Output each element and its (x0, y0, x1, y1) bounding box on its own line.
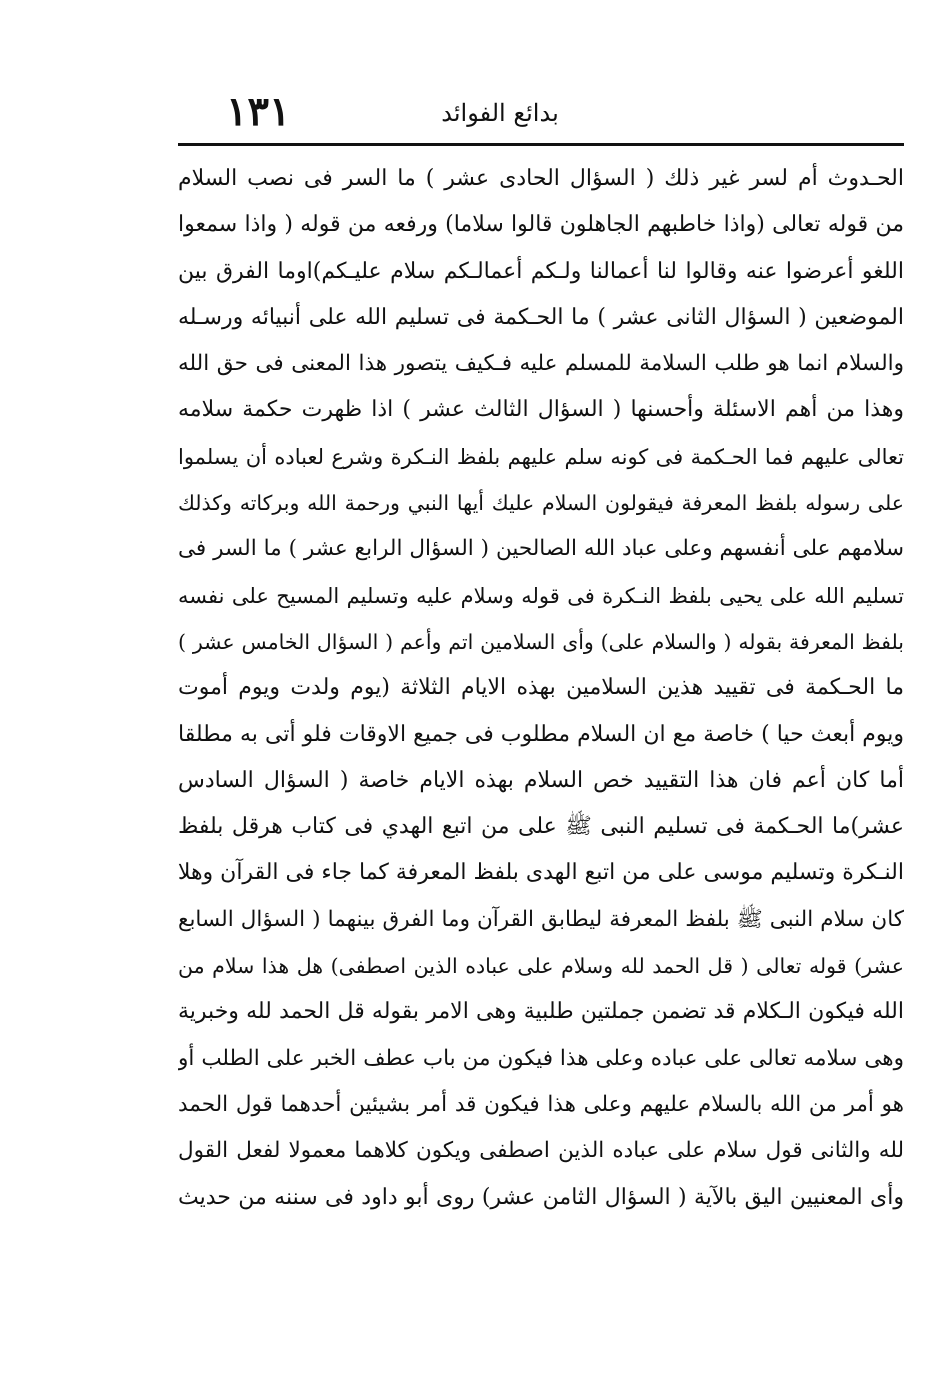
text-line: بلفظ المعرفة بقوله ( والسلام على) وأى السلامين اتم وأعم ( السؤال الخامس عشر ) (178, 629, 904, 654)
text-line: وهذا من أهم الاسئلة وأحسنها ( السؤال الثالث عشر ) اذا ظهرت حكمة سلامه (178, 397, 904, 423)
text-line: ويوم أبعث حيا ) خاصة مع ان السلام مطلوب فى جميع الاوقات فلو أتى به مطلقا (178, 721, 904, 747)
body-text (178, 156, 904, 1221)
text-line: هو أمر من الله بالسلام عليهم وعلى هذا فيكون قد أمر بشيئين أحدهما قول الحمد (178, 1091, 904, 1117)
text-line: تعالى عليهم فما الحـكمة فى كونه سلم عليهم بلفظ النـكرة وشرع لعباده أن يسلموا (178, 444, 904, 469)
text-line: اللغو أعرضوا عنه وقالوا لنا أعمالنا ولـكم أعمالـكم سلام عليـكم)اوما الفرق بين (178, 258, 904, 284)
text-line: النـكرة وتسليم موسى على من اتبع الهدى بلفظ المعرفة كما جاء فى القرآن وهلا (178, 860, 904, 886)
header-rule (178, 143, 904, 146)
running-title: بدائع الفوائد (441, 99, 559, 127)
text-line: على رسوله بلفظ المعرفة فيقولون السلام عليك أيها النبي ورحمة الله وبركاته وكذلك (178, 491, 904, 516)
text-line: الموضعين ( السؤال الثانى عشر ) ما الحـكمة فى تسليم الله على أنبيائه ورسـله (178, 304, 904, 330)
text-line: من قوله تعالى (واذا خاطبهم الجاهلون قالوا سلاما) ورفعه من قوله ( واذا سمعوا (178, 212, 904, 238)
text-line: عشر)ما الحـكمة فى تسليم النبى ﷺ على من اتبع الهدي فى كتاب هرقل بلفظ (178, 814, 904, 840)
text-line: الله فيكون الـكلام قد تضمن جملتين طلبية وهى الامر بقوله قل الحمد لله وخبرية (178, 999, 904, 1025)
text-line: لله والثانى قول سلام على عباده الذين اصطفى ويكون كلاهما معمولا لفعل القول (178, 1138, 904, 1164)
text-line: عشر) قوله تعالى ( قل الحمد لله وسلام على عباده الذين اصطفى) هل هذا سلام من (178, 954, 904, 979)
text-line: وأى المعنيين اليق بالآية ( السؤال الثامن عشر) روى أبو داود فى سننه من حديث (178, 1184, 904, 1210)
text-line: تسليم الله على يحيى بلفظ النـكرة فى قوله وسلام عليه وتسليم المسيح على نفسه (178, 583, 904, 608)
text-line: أما كان أعم فان هذا التقييد خص السلام بهذه الايام خاصة ( السؤال السادس (178, 767, 904, 793)
text-line: سلامهم على أنفسهم وعلى عباد الله الصالحين ( السؤال الرابع عشر ) ما السر فى (178, 536, 904, 562)
text-line: كان سلام النبى ﷺ بلفظ المعرفة ليطابق القرآن وما الفرق بينهما ( السؤال السابع (178, 906, 904, 932)
page-header (178, 88, 904, 140)
text-line: والسلام انما هو طلب السلامة للمسلم عليه فـكيف يتصور هذا المعنى فى حق الله (178, 351, 904, 377)
text-line: وهى سلامه تعالى على عباده وعلى هذا فيكون من باب عطف الخبر على الطلب أو (178, 1045, 904, 1071)
page-number: ١٣١ (226, 88, 291, 135)
text-line: ما الحـكمة فى تقييد هذين السلامين بهذه الايام الثلاثة (يوم ولدت ويوم أموت (178, 675, 904, 701)
text-line: الحـدوث أم لسر غير ذلك ( السؤال الحادى عشر ) ما السر فى نصب السلام (178, 166, 904, 191)
